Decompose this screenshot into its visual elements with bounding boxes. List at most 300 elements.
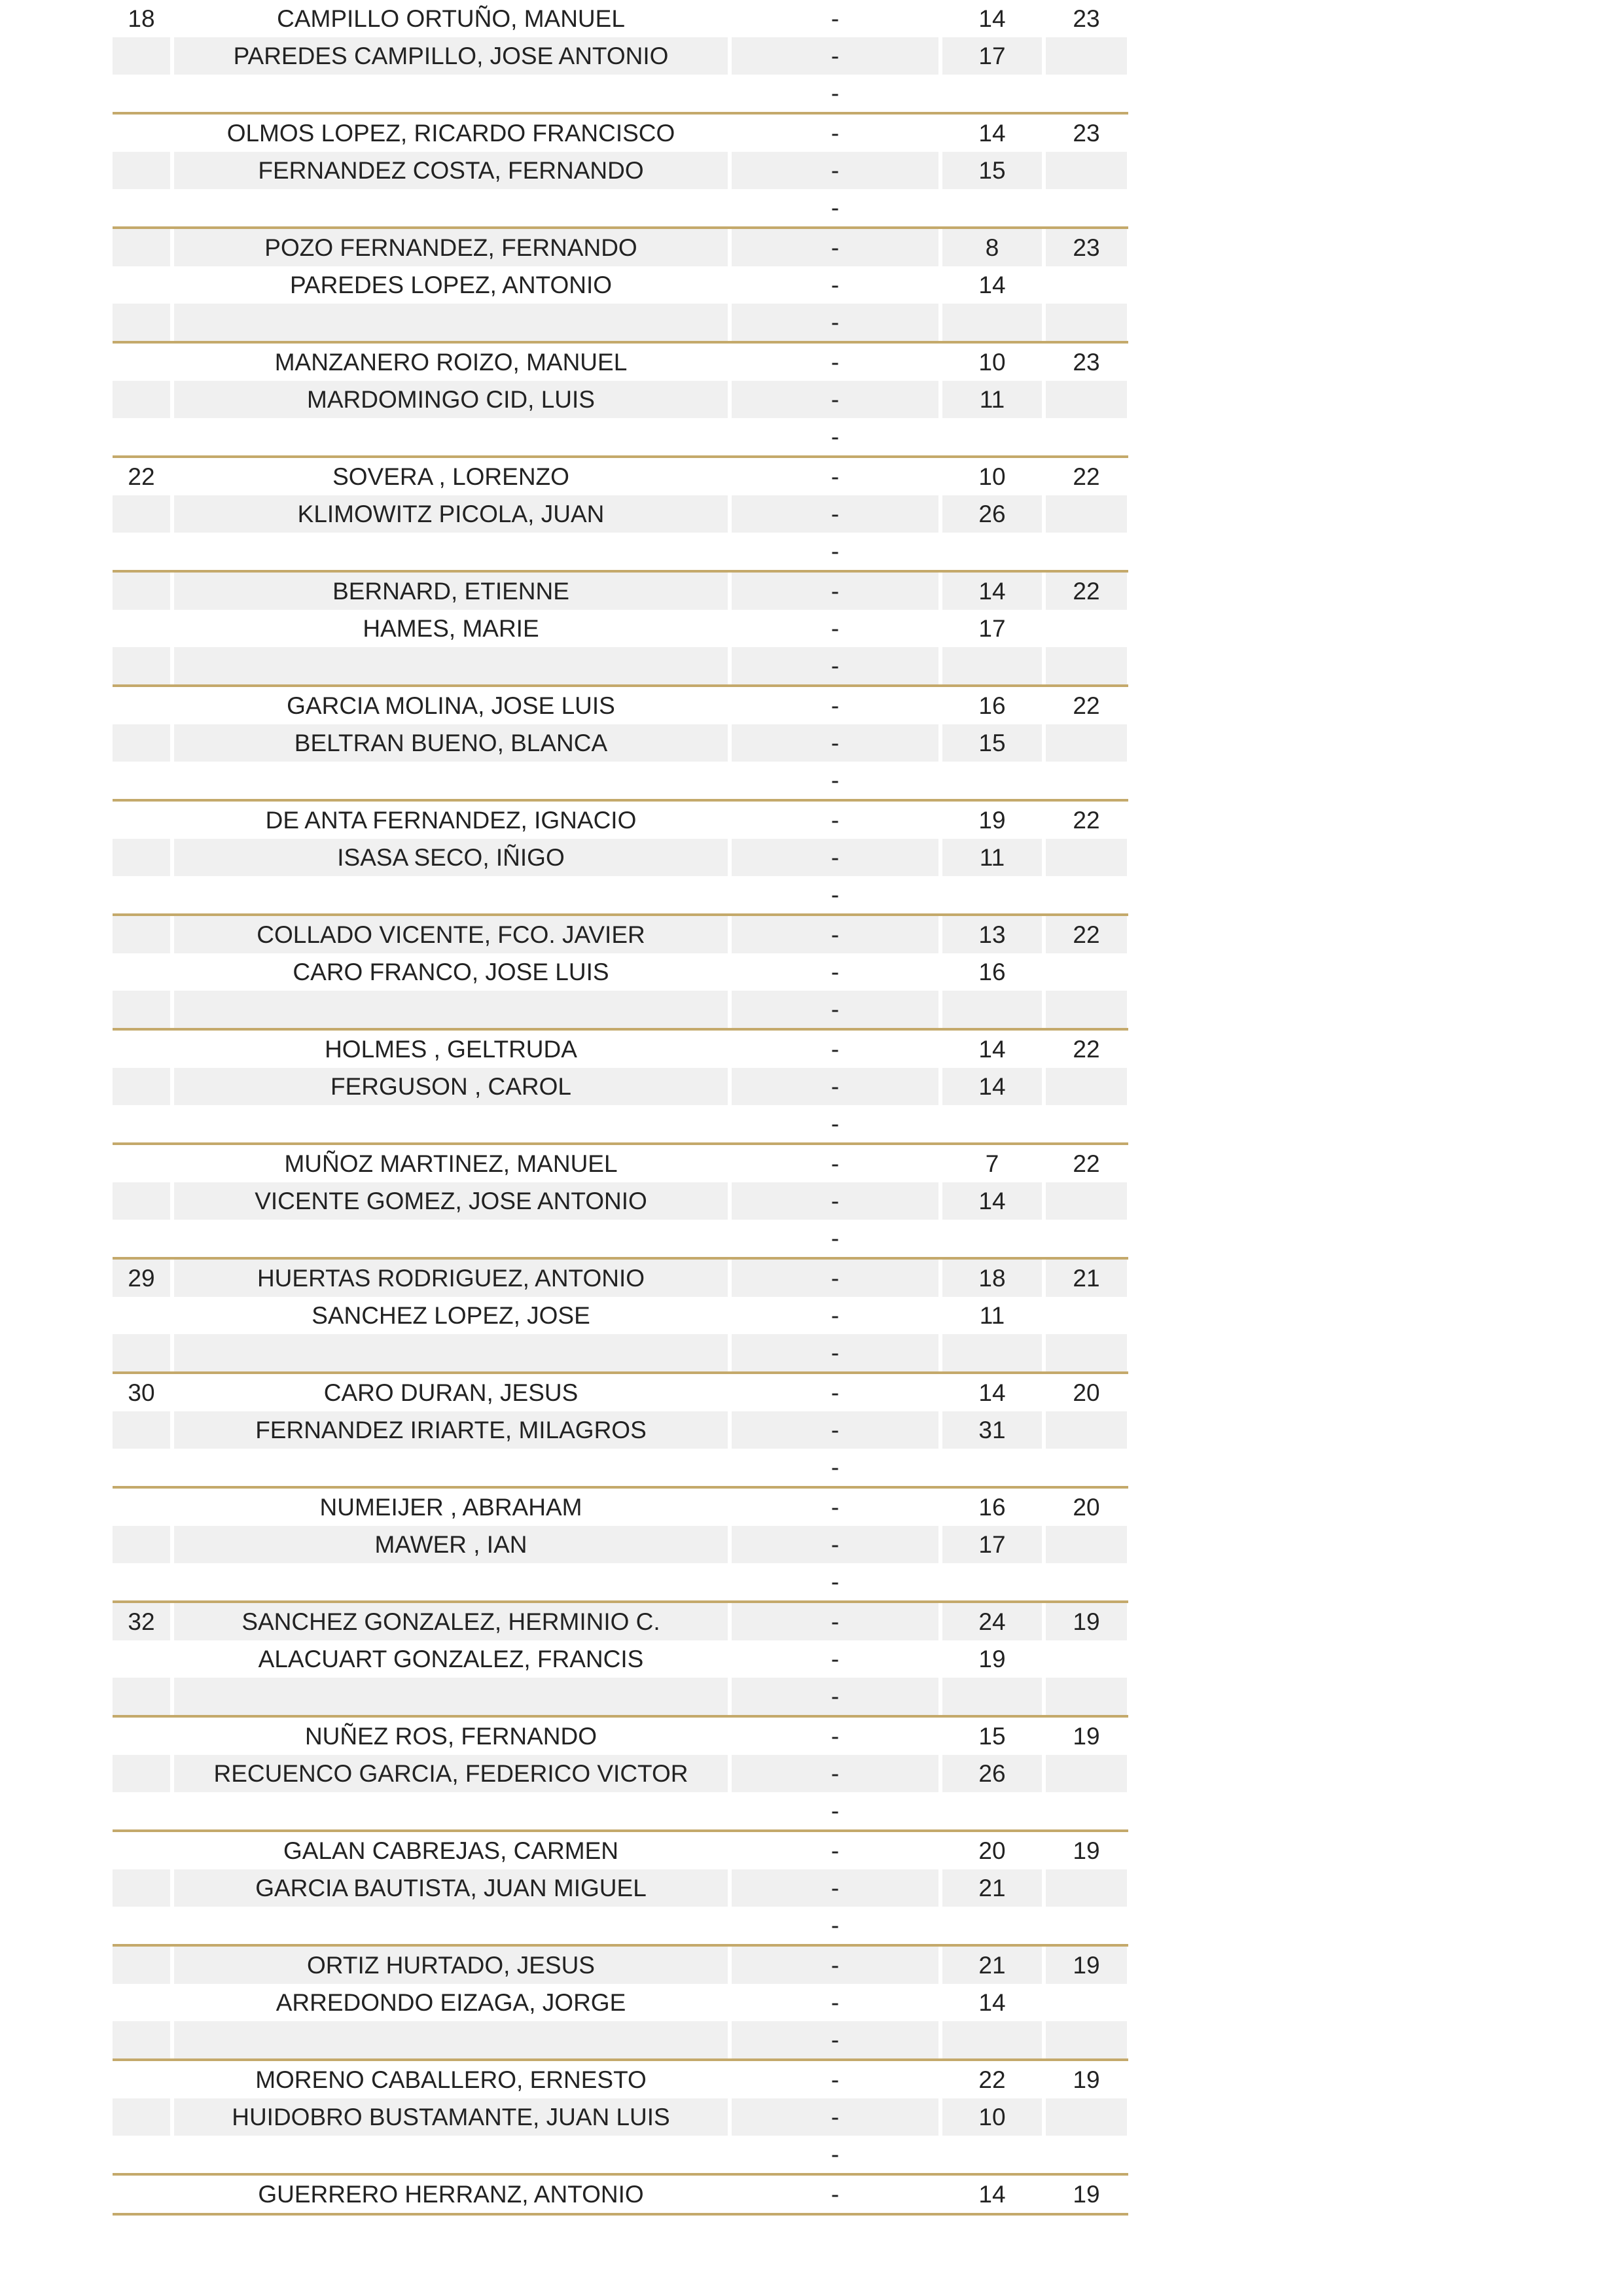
team-block — [113, 1603, 1128, 1718]
results-table — [113, 0, 1128, 2216]
position-cell — [113, 1947, 170, 1984]
team-total: 22 — [1046, 916, 1127, 953]
player-score — [942, 1449, 1042, 1486]
team-total — [1046, 1182, 1127, 1220]
team-total — [1046, 152, 1127, 189]
player-name — [174, 2136, 728, 2173]
team-total: 22 — [1073, 807, 1100, 834]
player-row — [113, 1411, 1128, 1449]
player-score: 15 — [942, 152, 1042, 189]
position-cell — [113, 1489, 170, 1526]
player-score — [942, 418, 1042, 455]
separator-cell: - — [830, 463, 840, 490]
spacer-row — [113, 304, 1128, 341]
player-score — [942, 2136, 1042, 2173]
player-row — [113, 839, 1128, 876]
spacer-row — [113, 1678, 1128, 1715]
team-total: 22 — [1073, 1036, 1100, 1063]
player-score — [942, 75, 1042, 112]
player-name: FERGUSON , CAROL — [174, 1068, 728, 1105]
player-name: CARO DURAN, JESUS — [323, 1379, 579, 1406]
team-block — [113, 1374, 1128, 1489]
player-row — [113, 1260, 1128, 1297]
separator-cell: - — [830, 272, 840, 298]
team-total — [1046, 839, 1127, 876]
player-score: 13 — [942, 916, 1042, 953]
team-total: 23 — [1046, 229, 1127, 266]
separator-cell: - — [830, 538, 840, 565]
spacer-row — [113, 75, 1128, 112]
position-cell — [113, 953, 170, 991]
team-block — [113, 1260, 1128, 1374]
player-row — [113, 1603, 1128, 1640]
player-name — [174, 762, 728, 799]
team-total — [1046, 1755, 1127, 1792]
player-row — [113, 458, 1128, 495]
separator-cell: - — [830, 1797, 840, 1824]
team-block — [113, 687, 1128, 802]
team-total — [1046, 1984, 1127, 2021]
spacer-row — [113, 762, 1128, 799]
team-total — [1046, 1907, 1127, 1944]
position-cell: 29 — [113, 1260, 170, 1297]
player-score — [942, 304, 1042, 341]
position-cell: 22 — [128, 463, 155, 490]
spacer-row — [113, 533, 1128, 570]
separator-cell: - — [732, 2021, 938, 2058]
team-total — [1046, 762, 1127, 799]
team-block — [113, 916, 1128, 1031]
position-cell — [113, 495, 170, 533]
team-total — [1046, 1411, 1127, 1449]
player-name: POZO FERNANDEZ, FERNANDO — [174, 229, 728, 266]
player-score: 24 — [942, 1603, 1042, 1640]
player-score — [942, 1678, 1042, 1715]
team-total: 22 — [1073, 1150, 1100, 1177]
team-block — [113, 1489, 1128, 1603]
player-score — [942, 1563, 1042, 1600]
player-row — [113, 1640, 1128, 1678]
player-name: COLLADO VICENTE, FCO. JAVIER — [174, 916, 728, 953]
player-row — [113, 495, 1128, 533]
player-row — [113, 1755, 1128, 1792]
team-total — [1046, 1220, 1127, 1257]
team-block — [113, 1832, 1128, 1947]
team-total — [1046, 1678, 1127, 1715]
separator-cell: - — [830, 194, 840, 221]
player-row — [113, 0, 1128, 37]
player-score: 26 — [942, 1755, 1042, 1792]
team-total — [1046, 37, 1127, 75]
separator-cell: - — [732, 229, 938, 266]
spacer-row — [113, 1105, 1128, 1142]
team-block — [113, 573, 1128, 687]
player-row — [113, 2098, 1128, 2136]
player-score: 16 — [978, 1494, 1006, 1521]
team-total: 19 — [1073, 1723, 1100, 1750]
player-score: 10 — [978, 349, 1006, 376]
spacer-row — [113, 418, 1128, 455]
position-cell: 18 — [128, 5, 155, 32]
spacer-row — [113, 647, 1128, 684]
player-score: 11 — [942, 839, 1042, 876]
player-name: NUMEIJER , ABRAHAM — [319, 1494, 582, 1521]
player-row — [113, 573, 1128, 610]
spacer-row — [113, 1449, 1128, 1486]
position-cell — [113, 991, 170, 1028]
player-name: HUERTAS RODRIGUEZ, ANTONIO — [174, 1260, 728, 1297]
player-row — [113, 802, 1128, 839]
position-cell — [113, 344, 170, 381]
player-name — [174, 1334, 728, 1371]
player-name — [174, 1563, 728, 1600]
player-name: NUÑEZ ROS, FERNANDO — [304, 1723, 597, 1750]
player-score: 19 — [978, 807, 1006, 834]
player-row — [113, 1869, 1128, 1907]
player-name: HOLMES , GELTRUDA — [325, 1036, 577, 1063]
position-cell — [113, 916, 170, 953]
separator-cell: - — [830, 1912, 840, 1939]
separator-cell: - — [732, 647, 938, 684]
team-total: 19 — [1073, 1837, 1100, 1864]
player-name — [174, 418, 728, 455]
team-total — [1046, 2021, 1127, 2058]
separator-cell: - — [732, 1755, 938, 1792]
player-name — [174, 189, 728, 226]
player-name: ALACUART GONZALEZ, FRANCIS — [258, 1646, 644, 1672]
separator-cell: - — [732, 1678, 938, 1715]
player-row — [113, 115, 1128, 152]
player-name: GUERRERO HERRANZ, ANTONIO — [258, 2181, 644, 2208]
team-total — [1046, 266, 1127, 304]
player-name: OLMOS LOPEZ, RICARDO FRANCISCO — [226, 120, 675, 147]
position-cell — [113, 266, 170, 304]
team-total: 19 — [1073, 2181, 1100, 2208]
separator-cell: - — [732, 1411, 938, 1449]
player-score: 14 — [978, 1036, 1006, 1063]
player-row — [113, 1489, 1128, 1526]
position-cell — [113, 1068, 170, 1105]
player-row — [113, 1984, 1128, 2021]
position-cell — [113, 1411, 170, 1449]
team-total — [1046, 1105, 1127, 1142]
separator-cell: - — [830, 120, 840, 147]
position-cell — [113, 647, 170, 684]
player-score — [942, 189, 1042, 226]
separator-cell: - — [830, 959, 840, 985]
position-cell — [113, 418, 170, 455]
spacer-row — [113, 1563, 1128, 1600]
player-name: HAMES, MARIE — [363, 615, 539, 642]
player-score: 21 — [942, 1947, 1042, 1984]
separator-cell: - — [732, 1869, 938, 1907]
position-cell: 30 — [128, 1379, 155, 1406]
position-cell — [113, 1984, 170, 2021]
player-score: 26 — [942, 495, 1042, 533]
position-cell — [113, 1907, 170, 1944]
position-cell — [113, 381, 170, 418]
spacer-row — [113, 1907, 1128, 1944]
player-name — [174, 647, 728, 684]
separator-cell: - — [830, 1837, 840, 1864]
player-row — [113, 381, 1128, 418]
team-total — [1046, 2098, 1127, 2136]
separator-cell: - — [830, 881, 840, 908]
separator-cell: - — [830, 1036, 840, 1063]
player-name: SOVERA , LORENZO — [332, 463, 569, 490]
position-cell — [113, 1220, 170, 1257]
separator-cell: - — [732, 37, 938, 75]
separator-cell: - — [732, 724, 938, 762]
player-score: 10 — [978, 463, 1006, 490]
team-total: 23 — [1073, 5, 1100, 32]
position-cell — [113, 1297, 170, 1334]
player-score: 14 — [978, 120, 1006, 147]
separator-cell: - — [830, 1454, 840, 1481]
position-cell — [113, 152, 170, 189]
team-total — [1046, 1640, 1127, 1678]
player-score: 8 — [942, 229, 1042, 266]
player-score: 17 — [942, 1526, 1042, 1563]
player-row — [113, 724, 1128, 762]
team-total — [1046, 381, 1127, 418]
team-total — [1046, 991, 1127, 1028]
player-name: SANCHEZ GONZALEZ, HERMINIO C. — [174, 1603, 728, 1640]
player-name: CARO FRANCO, JOSE LUIS — [293, 959, 609, 985]
player-score: 19 — [978, 1646, 1006, 1672]
player-score: 15 — [942, 724, 1042, 762]
separator-cell: - — [732, 573, 938, 610]
position-cell — [113, 1792, 170, 1829]
player-name: MARDOMINGO CID, LUIS — [174, 381, 728, 418]
player-score: 11 — [979, 1302, 1005, 1329]
player-score: 16 — [978, 692, 1006, 719]
player-name: MORENO CABALLERO, ERNESTO — [255, 2066, 647, 2093]
player-row — [113, 229, 1128, 266]
player-name — [174, 533, 728, 570]
team-block — [113, 802, 1128, 916]
player-score — [942, 1334, 1042, 1371]
team-total — [1046, 418, 1127, 455]
separator-cell: - — [830, 5, 840, 32]
player-score — [942, 762, 1042, 799]
player-score: 22 — [978, 2066, 1006, 2093]
player-name: KLIMOWITZ PICOLA, JUAN — [174, 495, 728, 533]
player-name: GARCIA MOLINA, JOSE LUIS — [287, 692, 615, 719]
player-name: MANZANERO ROIZO, MANUEL — [274, 349, 628, 376]
separator-cell: - — [830, 2066, 840, 2093]
position-cell — [113, 1182, 170, 1220]
team-block — [113, 1718, 1128, 1832]
position-cell — [113, 1718, 170, 1755]
separator-cell: - — [830, 692, 840, 719]
position-cell — [113, 802, 170, 839]
team-total: 21 — [1046, 1260, 1127, 1297]
position-cell — [113, 2061, 170, 2098]
player-name: DE ANTA FERNANDEZ, IGNACIO — [265, 807, 637, 834]
team-total — [1046, 1297, 1127, 1334]
separator-cell: - — [830, 1494, 840, 1521]
team-total — [1046, 1869, 1127, 1907]
player-name — [174, 1105, 728, 1142]
position-cell — [113, 573, 170, 610]
player-score: 17 — [942, 37, 1042, 75]
player-score — [942, 533, 1042, 570]
position-cell — [113, 1640, 170, 1678]
player-score: 18 — [942, 1260, 1042, 1297]
spacer-row — [113, 2021, 1128, 2058]
position-cell — [113, 533, 170, 570]
player-name — [174, 304, 728, 341]
player-name — [174, 991, 728, 1028]
position-cell — [113, 1755, 170, 1792]
player-name — [174, 75, 728, 112]
player-row — [113, 1832, 1128, 1869]
team-total — [1046, 1792, 1127, 1829]
player-name: BERNARD, ETIENNE — [174, 573, 728, 610]
separator-cell: - — [732, 152, 938, 189]
position-cell — [113, 2136, 170, 2173]
team-total — [1046, 304, 1127, 341]
player-score — [942, 991, 1042, 1028]
position-cell — [113, 304, 170, 341]
player-name: MUÑOZ MARTINEZ, MANUEL — [284, 1150, 618, 1177]
player-name: ISASA SECO, IÑIGO — [174, 839, 728, 876]
player-score: 16 — [978, 959, 1006, 985]
player-name: ORTIZ HURTADO, JESUS — [174, 1947, 728, 1984]
separator-cell: - — [732, 1334, 938, 1371]
team-block — [113, 1031, 1128, 1145]
position-cell — [113, 1832, 170, 1869]
separator-cell: - — [830, 1989, 840, 2016]
position-cell — [113, 1334, 170, 1371]
player-score: 14 — [978, 1379, 1006, 1406]
player-name — [174, 1792, 728, 1829]
team-total — [1046, 75, 1127, 112]
player-name: FERNANDEZ COSTA, FERNANDO — [174, 152, 728, 189]
position-cell — [113, 37, 170, 75]
player-name: BELTRAN BUENO, BLANCA — [174, 724, 728, 762]
player-row — [113, 2061, 1128, 2098]
separator-cell: - — [830, 1150, 840, 1177]
player-score: 15 — [978, 1723, 1006, 1750]
player-score — [942, 647, 1042, 684]
player-score: 14 — [942, 1068, 1042, 1105]
player-score: 7 — [985, 1150, 999, 1177]
player-score: 11 — [942, 381, 1042, 418]
position-cell — [113, 1145, 170, 1182]
player-row — [113, 2176, 1128, 2213]
player-row — [113, 1374, 1128, 1411]
separator-cell: - — [732, 304, 938, 341]
player-row — [113, 953, 1128, 991]
team-total — [1046, 2136, 1127, 2173]
team-total — [1046, 495, 1127, 533]
player-name: PAREDES LOPEZ, ANTONIO — [289, 272, 613, 298]
spacer-row — [113, 1334, 1128, 1371]
team-total — [1046, 953, 1127, 991]
position-cell — [113, 687, 170, 724]
player-score: 14 — [978, 5, 1006, 32]
position-cell — [113, 762, 170, 799]
player-score: 14 — [978, 2181, 1006, 2208]
separator-cell: - — [830, 615, 840, 642]
player-row — [113, 610, 1128, 647]
position-cell — [113, 610, 170, 647]
player-score: 14 — [942, 573, 1042, 610]
player-row — [113, 687, 1128, 724]
player-row — [113, 1145, 1128, 1182]
spacer-row — [113, 2136, 1128, 2173]
separator-cell: - — [732, 1182, 938, 1220]
position-cell — [113, 1449, 170, 1486]
team-block — [113, 0, 1128, 115]
team-total: 23 — [1073, 120, 1100, 147]
team-block — [113, 1145, 1128, 1260]
player-name: ARREDONDO EIZAGA, JORGE — [276, 1989, 626, 2016]
player-score: 21 — [942, 1869, 1042, 1907]
player-score: 20 — [978, 1837, 1006, 1864]
player-row — [113, 37, 1128, 75]
separator-cell: - — [732, 1603, 938, 1640]
player-name: MAWER , IAN — [174, 1526, 728, 1563]
position-cell: 32 — [113, 1603, 170, 1640]
player-row — [113, 152, 1128, 189]
team-block — [113, 458, 1128, 573]
position-cell — [113, 1869, 170, 1907]
position-cell — [113, 189, 170, 226]
spacer-row — [113, 189, 1128, 226]
player-row — [113, 1718, 1128, 1755]
player-name — [174, 2021, 728, 2058]
player-row — [113, 916, 1128, 953]
player-score: 10 — [942, 2098, 1042, 2136]
separator-cell: - — [732, 916, 938, 953]
separator-cell: - — [732, 1947, 938, 1984]
player-name — [174, 1220, 728, 1257]
team-block — [113, 2061, 1128, 2176]
team-total: 20 — [1073, 1379, 1100, 1406]
player-score — [942, 1907, 1042, 1944]
separator-cell: - — [830, 1646, 840, 1672]
position-cell — [113, 1105, 170, 1142]
position-cell — [113, 1526, 170, 1563]
separator-cell: - — [732, 1260, 938, 1297]
player-score — [942, 2021, 1042, 2058]
separator-cell: - — [830, 1379, 840, 1406]
player-name: HUIDOBRO BUSTAMANTE, JUAN LUIS — [174, 2098, 728, 2136]
player-score: 31 — [942, 1411, 1042, 1449]
player-score: 14 — [978, 1989, 1006, 2016]
player-name: GARCIA BAUTISTA, JUAN MIGUEL — [174, 1869, 728, 1907]
position-cell — [113, 876, 170, 913]
team-block — [113, 115, 1128, 229]
team-total: 20 — [1073, 1494, 1100, 1521]
separator-cell: - — [830, 1723, 840, 1750]
player-row — [113, 266, 1128, 304]
separator-cell: - — [732, 1526, 938, 1563]
position-cell — [113, 115, 170, 152]
player-name: GALAN CABREJAS, CARMEN — [283, 1837, 618, 1864]
team-total — [1046, 189, 1127, 226]
spacer-row — [113, 876, 1128, 913]
team-block — [113, 344, 1128, 458]
team-total: 22 — [1073, 463, 1100, 490]
position-cell — [113, 75, 170, 112]
team-total: 22 — [1046, 573, 1127, 610]
player-score — [942, 1105, 1042, 1142]
team-block — [113, 1947, 1128, 2061]
